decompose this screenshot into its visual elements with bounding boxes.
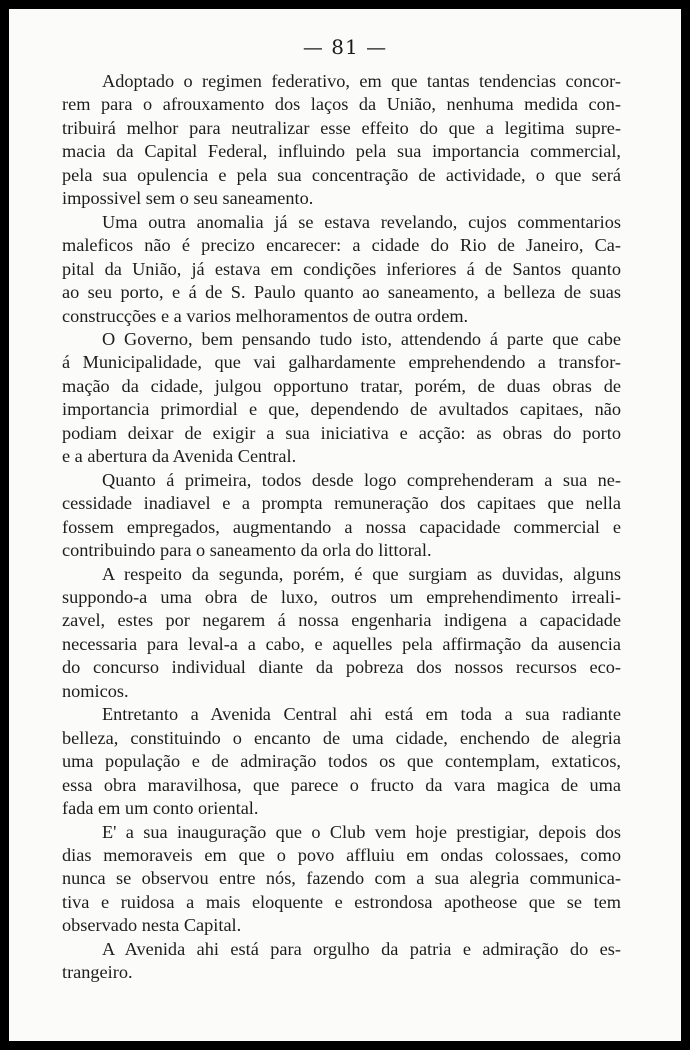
- text-line: Uma outra anomalia já se estava revelando, cujos commentarios: [102, 211, 621, 232]
- text-line: fada em um conto oriental.: [62, 798, 259, 819]
- text-line: e a abertura da Avenida Central.: [62, 446, 297, 467]
- text-line: trangeiro.: [62, 962, 133, 983]
- paragraph: [62, 328, 621, 469]
- paragraph: [62, 703, 621, 820]
- text-line: impossivel sem o seu saneamento.: [62, 188, 314, 209]
- text-line: podiam deixar de exigir a sua iniciativa e acção: as obras do porto: [62, 422, 621, 443]
- text-line: pital da União, já estava em condições inferiores á de Santos quanto: [62, 258, 621, 279]
- paragraph: [62, 821, 621, 938]
- text-line: do concurso individual diante da pobreza dos nossos recursos eco-: [62, 657, 621, 678]
- text-line: Entretanto a Avenida Central ahi está em toda a sua radiante: [102, 704, 621, 725]
- text-line: observado nesta Capital.: [62, 915, 242, 936]
- text-line: ao seu porto, e á de S. Paulo quanto ao saneamento, a belleza de suas: [62, 282, 621, 303]
- text-line: dias memoraveis em que o povo affluiu em ondas colossaes, como: [62, 844, 621, 865]
- body-text: [62, 70, 621, 985]
- paragraph: [62, 938, 621, 985]
- text-line: uma população e de admiração todos os que contemplam, extaticos,: [62, 751, 621, 772]
- text-line: suppondo-a uma obra de luxo, outros um emprehendimento irreali-: [62, 586, 621, 607]
- text-line: O Governo, bem pensando tudo isto, attendendo á parte que cabe: [102, 328, 621, 349]
- text-line: zavel, estes por negarem á nossa engenharia indigena a capacidade: [62, 610, 621, 631]
- text-line: rem para o afrouxamento dos laços da União, nenhuma medida con-: [62, 94, 621, 115]
- paragraph: [62, 563, 621, 704]
- text-line: A Avenida ahi está para orgulho da patria e admiração do es-: [102, 938, 621, 959]
- text-line: necessaria para leval-a a cabo, e aquelles pela affirmação da ausencia: [62, 633, 621, 654]
- text-line: maleficos não é precizo encarecer: a cidade do Rio de Janeiro, Ca-: [62, 235, 621, 256]
- paragraph: [62, 70, 621, 211]
- text-line: fossem empregados, augmentando a nossa capacidade commercial e: [62, 516, 621, 537]
- text-line: Adoptado o regimen federativo, em que tantas tendencias concor-: [102, 71, 621, 91]
- text-line: nomicos.: [62, 680, 129, 701]
- text-line: tribuirá melhor para neutralizar esse effeito do que a legitima supre-: [62, 117, 621, 138]
- text-line: Quanto á primeira, todos desde logo comprehenderam a sua ne-: [102, 469, 621, 490]
- text-line: construcções e a varios melhoramentos de outra ordem.: [62, 305, 469, 326]
- text-line: essa obra maravilhosa, que parece o fructo da vara magica de uma: [62, 774, 621, 795]
- text-line: E' a sua inauguração que o Club vem hoje prestigiar, depois dos: [102, 821, 621, 842]
- text-line: tiva e ruidosa a mais eloquente e estrondosa apotheose que se tem: [62, 891, 621, 912]
- page-number: — 81 —: [302, 35, 388, 59]
- text-line: macia da Capital Federal, influindo pela sua importancia commercial,: [62, 141, 621, 162]
- paragraph: [62, 211, 621, 328]
- text-line: cessidade inadiavel e a prompta remuneração dos capitaes que nella: [62, 493, 621, 514]
- text-line: pela sua opulencia e pela sua concentração de actividade, o que será: [62, 164, 621, 185]
- text-line: contribuindo para o saneamento da orla do littoral.: [62, 540, 432, 561]
- text-line: á Municipalidade, que vai galhardamente emprehendendo a transfor-: [62, 352, 621, 373]
- book-page: [9, 9, 681, 1041]
- text-line: mação da cidade, julgou opportuno tratar, porém, de duas obras de: [62, 375, 621, 396]
- text-line: nunca se observou entre nós, fazendo com a sua alegria communica-: [62, 868, 621, 889]
- text-line: importancia primordial e que, dependendo de avultados capitaes, não: [62, 399, 621, 420]
- paragraph: [62, 469, 621, 563]
- text-line: A respeito da segunda, porém, é que surgiam as duvidas, alguns: [102, 563, 621, 584]
- text-line: belleza, constituindo o encanto de uma cidade, enchendo de alegria: [62, 727, 621, 748]
